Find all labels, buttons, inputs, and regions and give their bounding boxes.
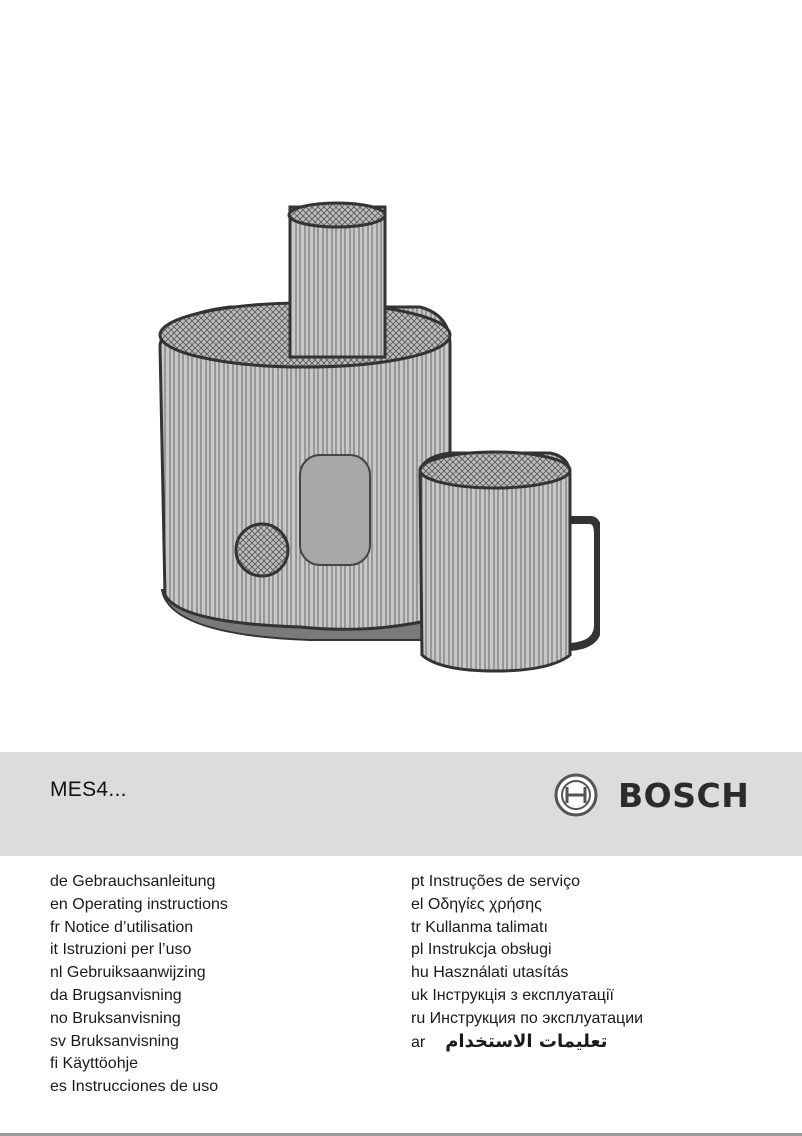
language-item: fr Notice d’utilisation	[50, 918, 194, 936]
language-item-arabic	[411, 1031, 643, 1055]
language-item: es Instrucciones de uso	[50, 1078, 219, 1096]
language-list-right	[411, 871, 643, 1054]
language-item: sv Bruksanvisning	[50, 1032, 179, 1050]
language-item: hu Használati utasítás	[411, 964, 569, 982]
jug-handle	[570, 520, 598, 647]
bosch-logo-icon	[554, 773, 598, 817]
language-item: en Operating instructions	[50, 895, 228, 913]
model-number: MES4...	[50, 778, 127, 801]
language-code: ar	[411, 1033, 426, 1051]
language-item: de Gebrauchsanleitung	[50, 873, 216, 890]
language-item: pt Instruções de serviço	[411, 873, 580, 890]
language-item: it Istruzioni per l’uso	[50, 941, 192, 959]
arabic-title: تعليمات الاستخدام	[445, 1030, 608, 1052]
juicer-window	[300, 455, 370, 565]
language-item: el Οδηγίες χρήσης	[411, 895, 542, 913]
feed-tube	[290, 207, 385, 357]
language-list-left	[50, 871, 228, 1099]
control-dial	[236, 524, 288, 576]
language-item: tr Kullanma talimatı	[411, 918, 548, 936]
juicer-illustration	[150, 195, 600, 675]
language-item: fi Käyttöohje	[50, 1055, 139, 1073]
language-item: ru Инструкция по эксплуатации	[411, 1009, 644, 1027]
language-item: nl Gebruiksaanwijzing	[50, 964, 206, 982]
language-item: uk Інструкція з експлуатації	[411, 986, 614, 1004]
language-item: no Bruksanvisning	[50, 1009, 181, 1027]
brand-lockup	[554, 772, 749, 818]
brand-name: BOSCH	[618, 775, 750, 815]
language-item: pl Instrukcja obsługi	[411, 941, 552, 959]
language-item: da Brugsanvisning	[50, 986, 182, 1004]
